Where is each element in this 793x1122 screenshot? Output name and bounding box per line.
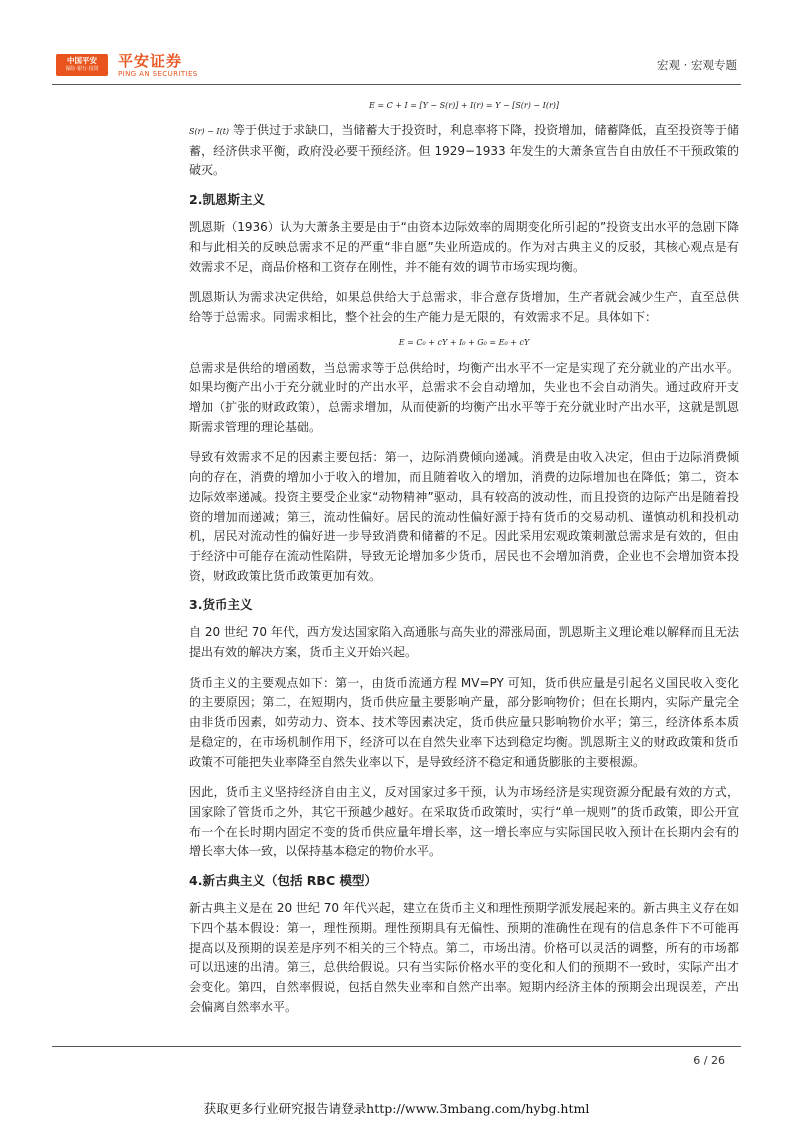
paragraph-new-classical-assumptions: 新古典主义是在 20 世纪 70 年代兴起，建立在货币主义和理性预期学派发展起来的。新古典主义存在如下四个基本假设：第一，理性预期。理性预期具有无偏性、预期的准确性在现有的信息条件下不可能再提高以及预期的误差是序列不相关的三个特点。第二，市场出清。价格可以灵活的调整，所有的市场都可以迅速的出清。第三，总供给假说。只有当实际价格水平的变化和人们的预期不一致时，实际产出才会变化。第四，自然率假说，包括自然失业率和自然产出率。短期内经济主体的预期会出现误差，产出会偏离自然率水平。 — [189, 901, 739, 1014]
download-more-reports-link[interactable] — [0, 1101, 793, 1117]
paragraph-demand-shortfall-factors: 导致有效需求不足的因素主要包括：第一，边际消费倾向递减。消费是由收入决定，但由于边际消费倾向的存在，消费的增加小于收入的增加，而且随着收入的增加，消费的边际增加也在降低；第二，资本边际效率递减。投资主要受企业家“动物精神”驱动，具有较高的波动性，而且投资的边际产出是随着投资的增加而递减；第三，流动性偏好。居民的流动性偏好源于持有货币的交易动机、谨慎动机和投机动机，居民对流动性的偏好进一步导致消费和储蓄的不足。因此采用宏观政策刺激总需求是有效的，但由于经济中可能存在流动性陷阱，导致无论增加多少货币，居民也不会增加消费，企业也不会增加资本投资，财政政策比货币政策更加有效。 — [189, 450, 739, 583]
aggregate-demand-formula: E = C₀ + cY + I₀ + G₀ = E₀ + cY — [398, 337, 530, 347]
paragraph-keynes-demand: 凯恩斯认为需求决定供给，如果总供给大于总需求，非合意存货增加，生产者就会减少生产，直至总供给等于总需求。同需求相比，整个社会的生产能力是无限的，有效需求不足。具体如下： — [189, 290, 739, 324]
link-prompt-text: 获取更多行业研究报告请登录 — [203, 1101, 367, 1116]
paragraph-savings-gap — [189, 121, 739, 181]
paragraph-monetarism-policy: 因此，货币主义坚持经济自由主义，反对国家过多干预，认为市场经济是实现资源分配最有效的方式，国家除了管货币之外，其它干预越少越好。在采取货币政策时，实行“单一规则”的货币政策，即公开宣布一个在长时期内固定不变的货币供应量年增长率，这一增长率应与实际国民收入预计在长期内会有的增长率大体一致，以保持基本稳定的物价水平。 — [189, 785, 739, 859]
paragraph-demand-management: 总需求是供给的增函数，当总需求等于总供给时，均衡产出水平不一定是实现了充分就业的产出水平。如果均衡产出小于充分就业时的产出水平，总需求不会自动增加，失业也不会自动消失。通过政府开支增加（扩张的财政政策），总需求增加，从而使新的均衡产出水平等于充分就业时产出水平，这就是凯恩斯需求管理的理论基础。 — [189, 360, 739, 434]
paragraph-keynes-depression: 凯恩斯（1936）认为大萧条主要是由于“由资本边际效率的周期变化所引起的”投资支出水平的急剧下降和与此相关的反映总需求不足的严重“非自愿”失业所造成的。作为对古典主义的反驳，其核心观点是有效需求不足，商品价格和工资存在刚性，并不能有效的调节市场实现均衡。 — [189, 220, 739, 274]
paragraph-monetarism-rise: 自 20 世纪 70 年代，西方发达国家陷入高通胀与高失业的滞涨局面，凯恩斯主义理论难以解释而且无法提出有效的解决方案，货币主义开始兴起。 — [189, 625, 739, 660]
footer-divider — [52, 1046, 741, 1047]
section-heading-new-classical: 4.新古典主义（包括 RBC 模型） — [189, 873, 377, 889]
brand-name: 平安证券 — [118, 52, 183, 70]
link-url[interactable]: http://www.3mbang.com/hybg.html — [366, 1101, 590, 1116]
section-heading-monetarism: 3.货币主义 — [189, 597, 253, 613]
formula-inline-s-minus-i: S(r) − I(t) — [189, 127, 230, 136]
page-number: 6 / 26 — [693, 1054, 725, 1067]
classical-equilibrium-formula: E = C + I = [Y − S(r)] + I(r) = Y − [S(r) − I(r)] — [368, 101, 560, 110]
logo-small-line2: 保险·银行·投资 — [65, 66, 99, 72]
report-section-label: 宏观 · 宏观专题 — [657, 58, 737, 72]
section-heading-keynesianism: 2.凯恩斯主义 — [189, 192, 265, 208]
pingan-group-logo — [56, 54, 108, 76]
main-content — [189, 94, 739, 1028]
paragraph-text: 等于供过于求缺口，当储蓄大于投资时，利息率将下降，投资增加，储蓄降低，直至投资等于储蓄，经济供求平衡，政府没必要干预经济。但 1929−1933 年发生的大萧条宣告自由放任不干预政策的破灭。 — [189, 123, 739, 178]
paragraph-monetarism-views: 货币主义的主要观点如下：第一，由货币流通方程 MV=PY 可知，货币供应量是引起名义国民收入变化的主要原因；第二，在短期内，货币供应量主要影响产量，部分影响物价；但在长期内，实际产量完全由非货币因素，如劳动力、资本、技术等因素决定，货币供应量只影响物价水平；第三，经济体系本质是稳定的，在市场机制作用下，经济可以在自然失业率下达到稳定均衡。凯恩斯主义的财政政策和货币政策不可能把失业率降至自然失业率以下，是导致经济不稳定和通货膨胀的主要根源。 — [189, 675, 739, 769]
page-header — [52, 48, 741, 84]
logo-small-line1: 中国平安 — [67, 56, 97, 65]
header-divider — [52, 84, 741, 85]
brand-english-name: PING AN SECURITIES — [118, 70, 198, 78]
